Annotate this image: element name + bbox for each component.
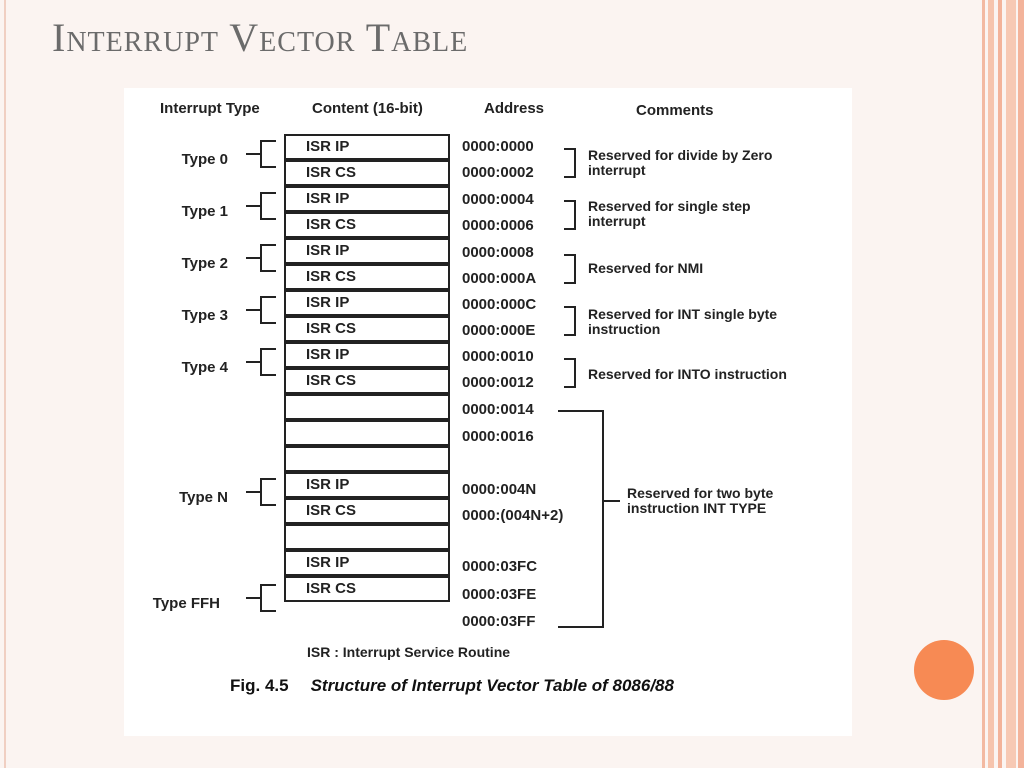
memory-cell [284, 446, 450, 472]
decor-stripe-3 [998, 0, 1002, 768]
comment-brace [564, 358, 576, 388]
type-brace [260, 244, 276, 272]
reserved-range-stub [602, 500, 620, 502]
address-label: 0000:03FF [462, 613, 536, 630]
type-brace [260, 192, 276, 220]
address-label: 0000:000A [462, 270, 537, 287]
memory-cell: ISR IP [284, 134, 450, 160]
memory-cell [284, 420, 450, 446]
address-label: 0000:03FE [462, 586, 537, 603]
type-label: Type 0 [181, 151, 228, 168]
decor-stripe-left [4, 0, 6, 768]
comment-text: Reserved for two byte instruction INT TYPE [627, 485, 774, 516]
memory-cell: ISR IP [284, 290, 450, 316]
comment-text: Reserved for divide by Zero interrupt [588, 147, 773, 178]
type-brace-tick [246, 597, 260, 599]
comment-brace [564, 200, 576, 230]
comment-brace [564, 148, 576, 178]
slide-title: Interrupt Vector Table [52, 15, 469, 60]
comment-text: Reserved for INT single byte instruction [588, 306, 778, 337]
comment-brace [564, 254, 576, 284]
decor-stripe-5 [1018, 0, 1024, 768]
address-label: 0000:0006 [462, 217, 534, 234]
type-label: Type FFH [152, 595, 220, 612]
address-label: 0000:(004N+2) [462, 507, 564, 524]
comment-brace [564, 306, 576, 336]
memory-cell: ISR IP [284, 186, 450, 212]
memory-cell: ISR CS [284, 212, 450, 238]
address-label: 0000:0008 [462, 244, 534, 261]
memory-cell: ISR CS [284, 264, 450, 290]
type-label: Type 1 [181, 203, 228, 220]
memory-cell: ISR CS [284, 160, 450, 186]
memory-cell: ISR CS [284, 316, 450, 342]
isr-footnote: ISR : Interrupt Service Routine [307, 644, 511, 660]
memory-cell: ISR IP [284, 472, 450, 498]
comment-text: Reserved for INTO instruction [588, 366, 787, 382]
type-brace-tick [246, 153, 260, 155]
memory-cell: ISR CS [284, 498, 450, 524]
type-brace-tick [246, 257, 260, 259]
memory-cell: ISR CS [284, 576, 450, 602]
type-label: Type 2 [181, 255, 228, 272]
type-brace-tick [246, 491, 260, 493]
memory-cell: ISR IP [284, 238, 450, 264]
comment-text: Reserved for single step interrupt [588, 198, 751, 229]
decor-stripe-2 [988, 0, 994, 768]
address-label: 0000:0010 [462, 348, 534, 365]
header-address: Address [484, 100, 545, 117]
type-brace [260, 584, 276, 612]
decor-stripe-4 [1006, 0, 1016, 768]
memory-cell: ISR CS [284, 368, 450, 394]
caption-text: Structure of Interrupt Vector Table of 8086/88 [310, 676, 674, 695]
header-interrupt-type: Interrupt Type [160, 100, 260, 117]
type-brace [260, 348, 276, 376]
type-brace [260, 478, 276, 506]
type-brace-tick [246, 361, 260, 363]
type-brace [260, 140, 276, 168]
decor-stripe-1 [982, 0, 985, 768]
address-label: 0000:004N [462, 481, 537, 498]
type-label: Type N [179, 489, 228, 506]
address-label: 0000:0012 [462, 374, 534, 391]
address-label: 0000:0002 [462, 164, 534, 181]
memory-cell [284, 394, 450, 420]
memory-cell [284, 524, 450, 550]
reserved-range-bracket [558, 410, 604, 628]
address-label: 0000:0014 [462, 401, 534, 418]
header-content: Content (16-bit) [312, 100, 423, 117]
type-brace-tick [246, 309, 260, 311]
type-label: Type 3 [181, 307, 228, 324]
type-brace-tick [246, 205, 260, 207]
address-label: 0000:0000 [462, 138, 534, 155]
type-brace [260, 296, 276, 324]
caption-label: Fig. 4.5 [230, 676, 289, 695]
address-label: 0000:0004 [462, 191, 534, 208]
memory-cell: ISR IP [284, 550, 450, 576]
address-label: 0000:000C [462, 296, 537, 313]
address-label: 0000:000E [462, 322, 536, 339]
header-comments: Comments [636, 102, 714, 119]
accent-circle [914, 640, 974, 700]
address-label: 0000:03FC [462, 558, 538, 575]
memory-cell: ISR IP [284, 342, 450, 368]
ivt-figure [124, 88, 852, 736]
type-label: Type 4 [181, 359, 228, 376]
figure-caption [230, 676, 674, 696]
address-label: 0000:0016 [462, 428, 534, 445]
comment-text: Reserved for NMI [588, 260, 704, 276]
